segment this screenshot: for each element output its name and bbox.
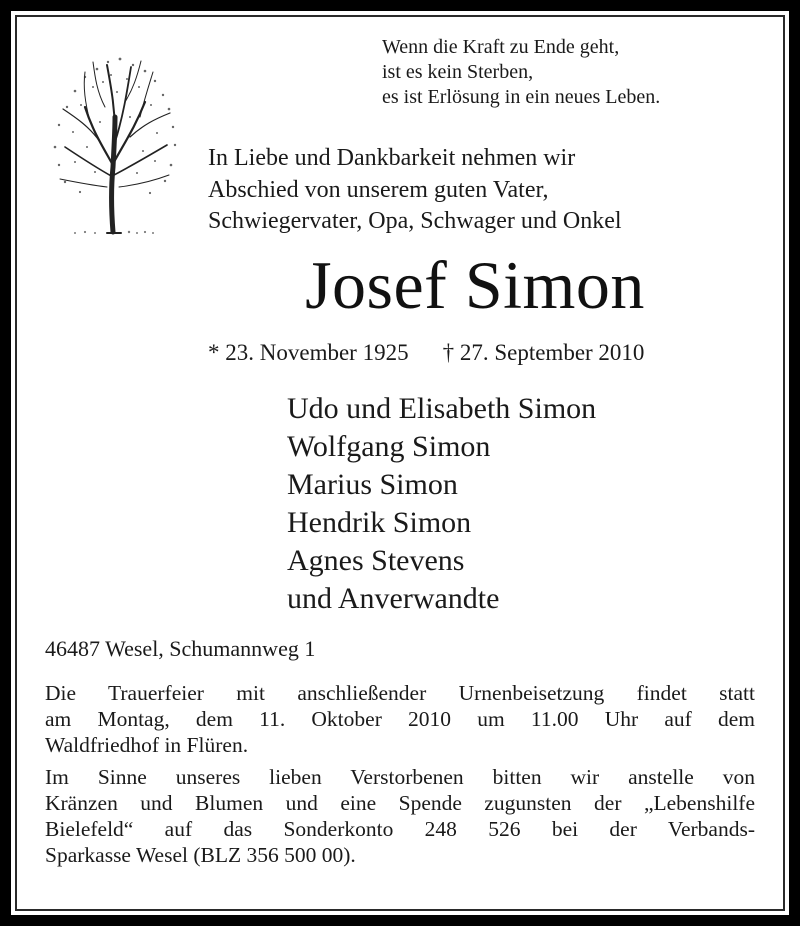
life-dates <box>208 339 644 367</box>
family-member: Marius Simon <box>287 468 458 501</box>
family-member: Agnes Stevens <box>287 544 465 577</box>
donation-paragraph <box>45 764 755 868</box>
death-date: † 27. September 2010 <box>442 340 645 365</box>
family-member: Hendrik Simon <box>287 506 472 539</box>
donation-line: Kränzen und Blumen und eine Spende zugunsten der „Lebenshilfe <box>45 791 755 815</box>
intro-line: Schwiegervater, Opa, Schwager und Onkel <box>208 208 622 234</box>
intro-line: In Liebe und Dankbarkeit nehmen wir <box>208 145 576 171</box>
deceased-name: Josef Simon <box>305 247 645 323</box>
ceremony-line: Die Trauerfeier mit anschließender Urnenbeisetzung findet statt <box>45 681 755 705</box>
ceremony-paragraph <box>45 680 755 758</box>
birth-date: * 23. November 1925 <box>208 340 409 365</box>
intro-line: Abschied von unserem guten Vater, <box>208 176 549 203</box>
family-member: und Anverwandte <box>287 582 500 615</box>
tree-icon <box>45 47 185 237</box>
quote-verse <box>382 35 660 110</box>
family-member: Udo und Elisabeth Simon <box>287 392 597 425</box>
donation-line: Im Sinne unseres lieben Verstorbenen bitten wir anstelle von <box>45 765 755 789</box>
obituary-frame-inner <box>15 15 785 911</box>
ceremony-line: Waldfriedhof in Flüren. <box>45 733 249 757</box>
ceremony-line: am Montag, dem 11. Oktober 2010 um 11.00 Uhr auf dem <box>45 707 755 731</box>
donation-line: Bielefeld“ auf das Sonderkonto 248 526 bei der Verbands- <box>45 817 755 841</box>
quote-line: es ist Erlösung in ein neues Leben. <box>382 86 661 108</box>
family-list <box>287 390 596 618</box>
quote-line: ist es kein Sterben, <box>382 61 534 83</box>
family-member: Wolfgang Simon <box>287 430 491 463</box>
family-address: 46487 Wesel, Schumannweg 1 <box>45 636 316 661</box>
quote-line: Wenn die Kraft zu Ende geht, <box>382 36 620 58</box>
intro-text <box>208 143 622 238</box>
donation-line: Sparkasse Wesel (BLZ 356 500 00). <box>45 843 356 867</box>
obituary-frame-outer <box>11 11 789 915</box>
